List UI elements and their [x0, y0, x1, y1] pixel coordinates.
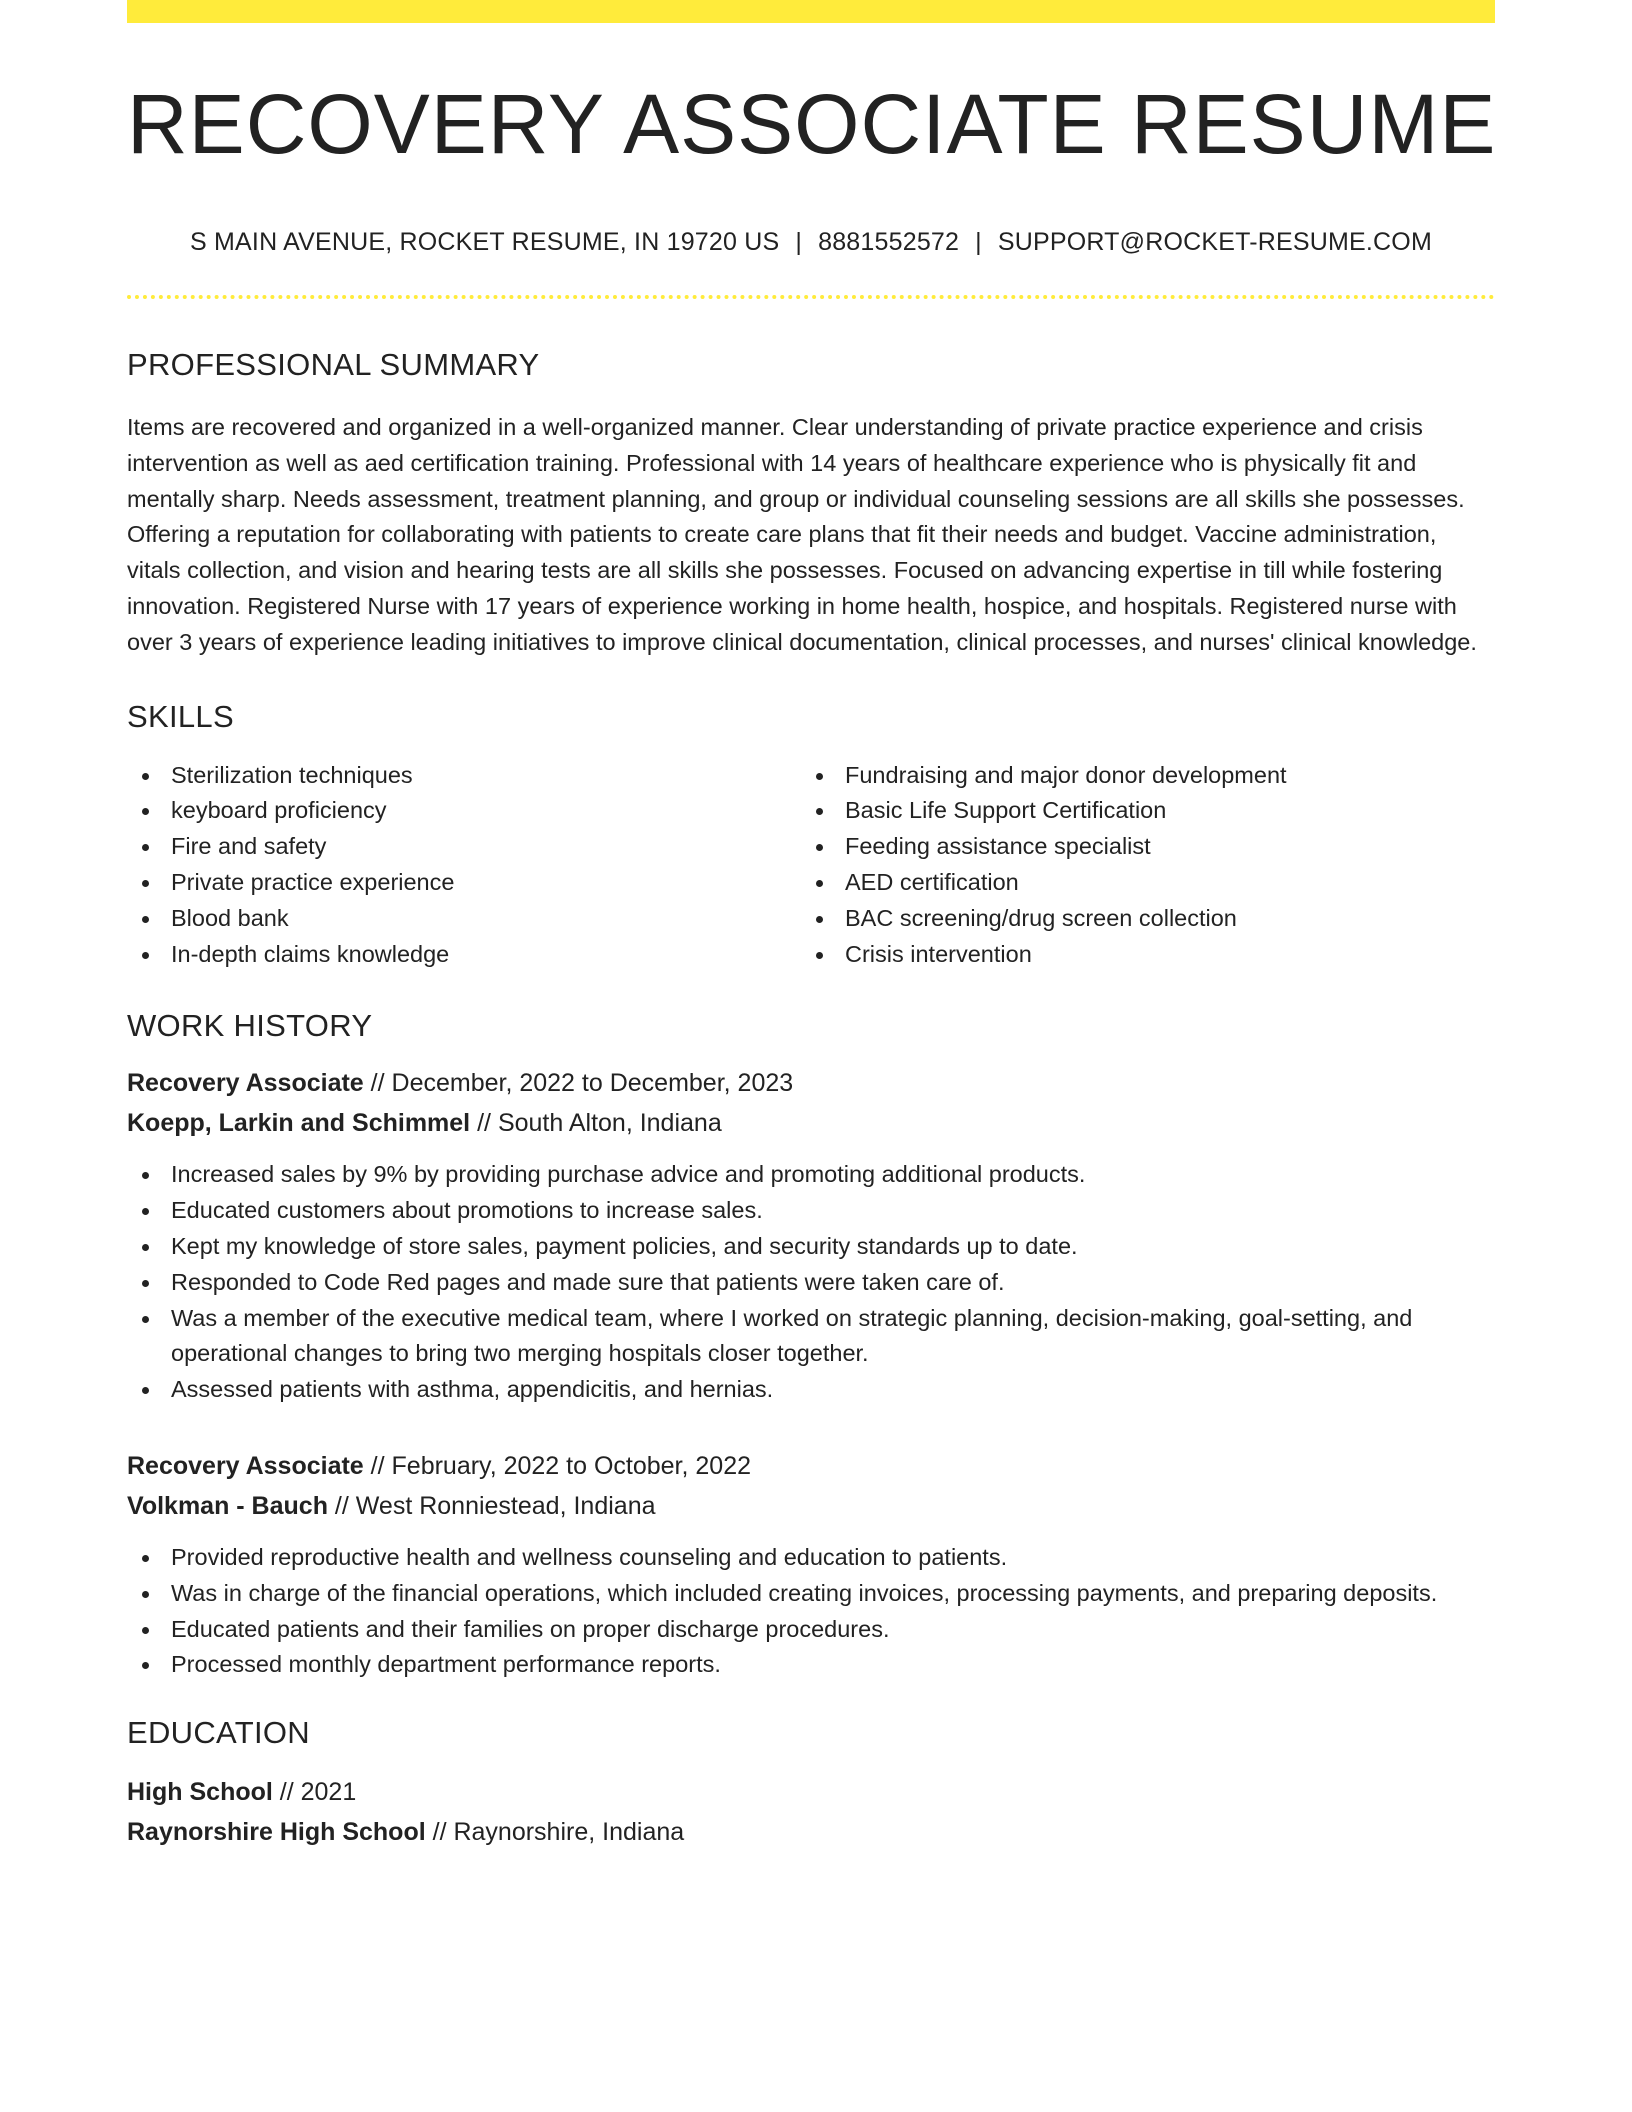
resume-page	[127, 0, 1495, 1852]
contact-separator: |	[975, 228, 982, 256]
job-separator: //	[363, 1069, 392, 1098]
duty-item: Assessed patients with asthma, appendicitis, and hernias.	[127, 1372, 1495, 1408]
duty-item: Was a member of the executive medical team, where I worked on strategic planning, decision-making, goal-setting, and operational changes to bring two merging hospitals closer together.	[127, 1301, 1495, 1373]
job-duties	[127, 1157, 1495, 1408]
skill-item: Private practice experience	[127, 865, 801, 901]
job-company: Volkman - Bauch	[127, 1491, 328, 1520]
education-year: 2021	[300, 1778, 357, 1807]
duty-item: Educated patients and their families on proper discharge procedures.	[127, 1612, 1495, 1648]
contact-line	[127, 228, 1495, 257]
job-entry	[127, 1446, 1495, 1683]
duty-item: Was in charge of the financial operations, which included creating invoices, processing payments, and preparing deposits.	[127, 1576, 1495, 1612]
job-entry	[127, 1063, 1495, 1408]
job-role-line	[127, 1063, 1495, 1103]
job-separator: //	[470, 1109, 498, 1138]
duty-item: Provided reproductive health and wellness counseling and education to patients.	[127, 1540, 1495, 1576]
work-history-heading: WORK HISTORY	[127, 1008, 373, 1044]
dotted-divider	[127, 295, 1495, 299]
education-school-line	[127, 1812, 1495, 1852]
skill-item: Fundraising and major donor development	[801, 758, 1475, 794]
contact-phone: 8881552572	[818, 228, 960, 256]
education-degree-line	[127, 1772, 1495, 1812]
summary-text: Items are recovered and organized in a well-organized manner. Clear understanding of private practice experience and crisis intervention as well as aed certification training. Professional with 14 years of healthcare experience who is physically fit and mentally sharp. Needs assessment, treatment planning, and group or individual counseling sessions are all skills she possesses. Offering a reputation for collaborating with patients to create care plans that fit their needs and budget. Vaccine administration, vitals collection, and vision and hearing tests are all skills she possesses. Focused on advancing expertise in till while fostering innovation. Registered Nurse with 17 years of experience working in home health, hospice, and hospitals. Registered nurse with over 3 years of experience leading initiatives to improve clinical documentation, clinical processes, and nurses' clinical knowledge.	[127, 414, 1477, 655]
job-company-line	[127, 1103, 1495, 1143]
accent-bar	[127, 0, 1495, 23]
job-company-line	[127, 1486, 1495, 1526]
job-duties	[127, 1540, 1495, 1683]
contact-email: SUPPORT@ROCKET-RESUME.COM	[997, 228, 1432, 256]
duty-item: Processed monthly department performance reports.	[127, 1647, 1495, 1683]
skills-column-right	[801, 758, 1475, 973]
skills-list	[127, 758, 1495, 973]
skill-item: Blood bank	[127, 901, 801, 937]
skill-item: Basic Life Support Certification	[801, 793, 1475, 829]
duty-item: Educated customers about promotions to increase sales.	[127, 1193, 1495, 1229]
skill-item: In-depth claims knowledge	[127, 937, 801, 973]
education-school: Raynorshire High School	[127, 1818, 426, 1847]
duty-item: Kept my knowledge of store sales, payment policies, and security standards up to date.	[127, 1229, 1495, 1265]
job-dates: February, 2022 to October, 2022	[391, 1451, 752, 1480]
education-separator: //	[272, 1778, 301, 1807]
job-location: South Alton, Indiana	[497, 1109, 722, 1138]
job-role: Recovery Associate	[127, 1069, 364, 1098]
skill-item: AED certification	[801, 865, 1475, 901]
job-separator: //	[363, 1451, 392, 1480]
job-role-line	[127, 1446, 1495, 1486]
education-location: Raynorshire, Indiana	[453, 1818, 685, 1847]
skill-item: keyboard proficiency	[127, 793, 801, 829]
duty-item: Responded to Code Red pages and made sure that patients were taken care of.	[127, 1265, 1495, 1301]
job-location: West Ronniestead, Indiana	[355, 1491, 656, 1520]
contact-separator: |	[795, 228, 803, 256]
summary-heading: PROFESSIONAL SUMMARY	[127, 347, 540, 382]
duty-item: Increased sales by 9% by providing purchase advice and promoting additional products.	[127, 1157, 1495, 1193]
education-entry	[127, 1772, 1495, 1852]
contact-address: S MAIN AVENUE, ROCKET RESUME, IN 19720 US	[190, 228, 780, 256]
education-heading: EDUCATION	[127, 1715, 310, 1751]
education-degree: High School	[127, 1778, 273, 1807]
skills-heading: SKILLS	[127, 698, 234, 734]
skill-item: Feeding assistance specialist	[801, 829, 1475, 865]
job-dates: December, 2022 to December, 2023	[391, 1069, 794, 1098]
skill-item: BAC screening/drug screen collection	[801, 901, 1475, 937]
skill-item: Fire and safety	[127, 829, 801, 865]
job-separator: //	[327, 1491, 356, 1520]
job-company: Koepp, Larkin and Schimmel	[127, 1109, 471, 1138]
skill-item: Sterilization techniques	[127, 758, 801, 794]
job-role: Recovery Associate	[127, 1451, 364, 1480]
skill-item: Crisis intervention	[801, 937, 1475, 973]
skills-column-left	[127, 758, 801, 973]
education-separator: //	[425, 1818, 454, 1847]
resume-title: RECOVERY ASSOCIATE RESUME	[127, 77, 1497, 171]
